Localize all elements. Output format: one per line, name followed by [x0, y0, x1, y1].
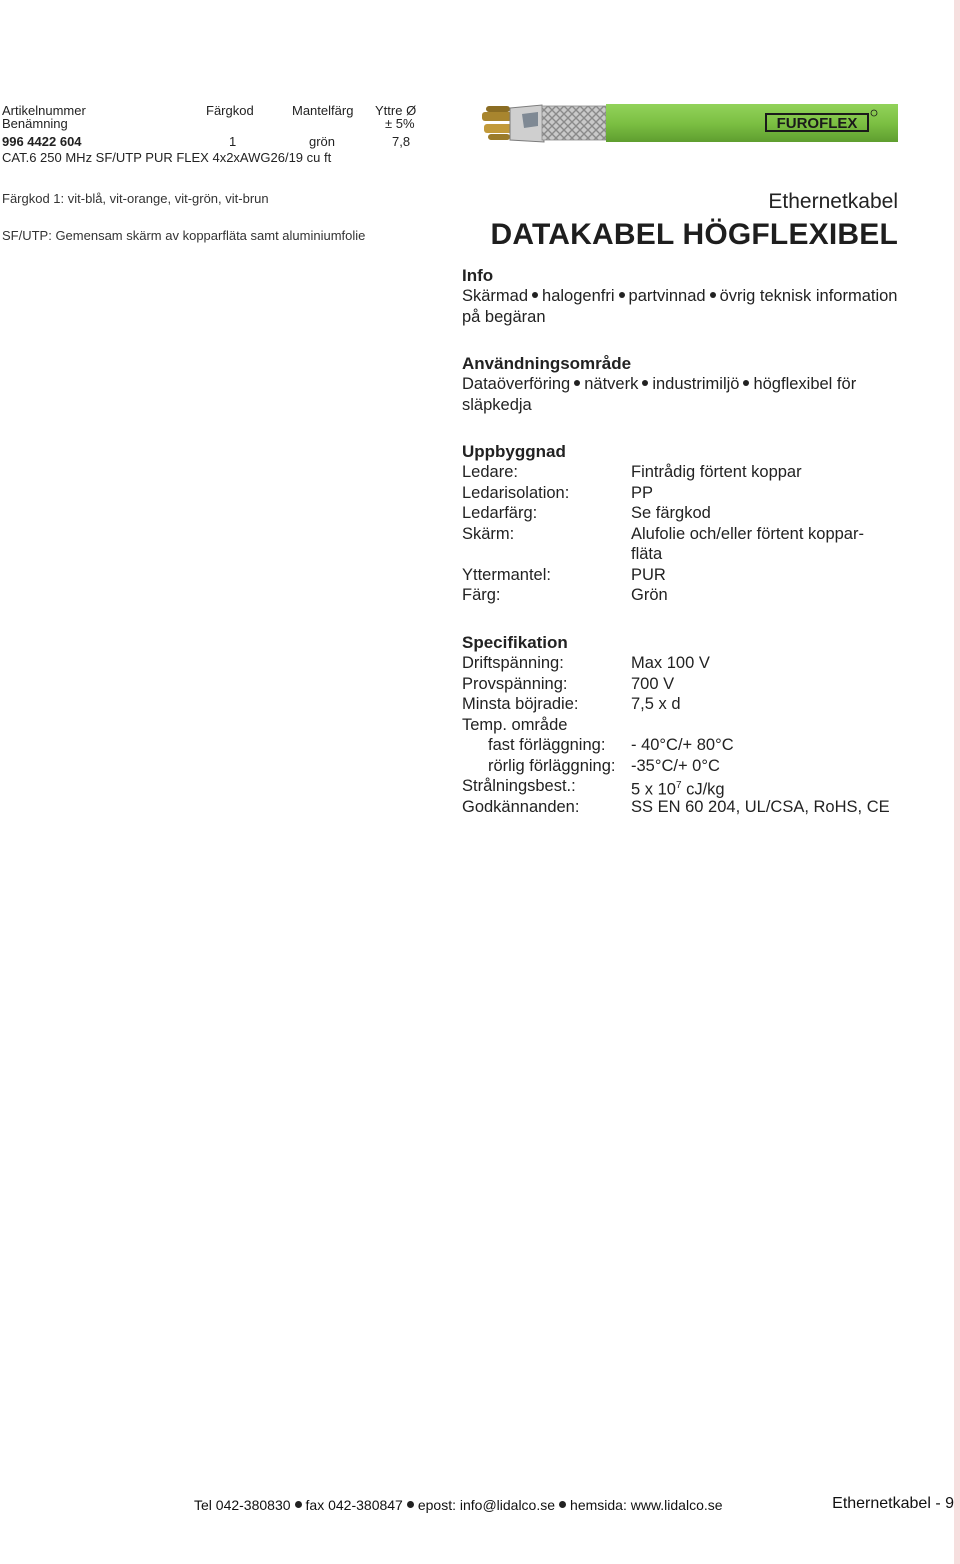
page-edge-strip [954, 0, 960, 1564]
row-label: Godkännanden: [462, 797, 580, 816]
table-subheader-row [2, 116, 442, 132]
construction-section [462, 441, 902, 606]
info-heading: Info [462, 266, 494, 285]
row-label: Ledarfärg: [462, 504, 538, 522]
header-color-code: Färgkod [206, 103, 254, 118]
value-exponent: 7 [675, 780, 682, 791]
construction-heading: Uppbyggnad [462, 442, 566, 461]
page-title: DATAKABEL HÖGFLEXIBEL [490, 218, 898, 251]
shield-note: SF/UTP: Gemensam skärm av kopparfläta samt aluminiumfolie [2, 228, 366, 243]
spec-row [462, 735, 902, 756]
cable-image [480, 102, 900, 146]
construction-row [462, 544, 902, 565]
value-unit: cJ/kg [681, 780, 725, 799]
footer-contact [194, 1497, 723, 1513]
header-jacket: Mantelfärg [292, 103, 354, 118]
row-label: Ledare: [462, 463, 518, 481]
braid-shield [542, 106, 606, 140]
bullet-icon [642, 380, 648, 386]
usage-item: högflexibel för släpkedja [462, 375, 857, 414]
page-number: Ethernetkabel - 9 [832, 1495, 954, 1512]
row-label: Temp. område [462, 715, 568, 734]
spec-row [462, 797, 902, 818]
bullet-icon [407, 1501, 414, 1508]
row-value: - 40°C/+ 80°C [631, 736, 734, 754]
row-value: 700 V [631, 674, 675, 693]
row-value: Se färgkod [631, 504, 711, 522]
bullet-icon [710, 292, 716, 298]
bullet-icon [295, 1501, 302, 1508]
usage-heading: Användningsområde [462, 354, 632, 373]
row-label: Yttermantel: [462, 565, 551, 584]
usage-section [462, 353, 902, 415]
subheader-tolerance: ± 5% [385, 116, 415, 131]
row-label: fast förläggning: [488, 736, 606, 754]
row-label: Driftspänning: [462, 654, 564, 672]
product-table [2, 103, 442, 166]
bullet-icon [532, 292, 538, 298]
row-value: 7,5 x d [631, 695, 681, 713]
row-label: Strålningsbest.: [462, 777, 576, 795]
row-label: Färg: [462, 586, 501, 604]
construction-row [462, 483, 902, 504]
category-label: Ethernetkabel [768, 190, 898, 213]
bullet-icon [559, 1501, 566, 1508]
row-value: -35°C/+ 0°C [631, 756, 720, 775]
row-label: rörlig förläggning: [488, 756, 616, 775]
construction-row [462, 524, 902, 545]
construction-row [462, 462, 902, 483]
product-description-row [2, 150, 442, 166]
color-code-note: Färgkod 1: vit-blå, vit-orange, vit-grön, vit-brun [2, 191, 269, 206]
row-value: PUR [631, 565, 666, 584]
subheader-name: Benämning [2, 116, 68, 131]
spec-row [462, 653, 902, 674]
article-number: 996 4422 604 [2, 134, 82, 149]
usage-item: Dataöverföring [462, 375, 571, 393]
row-label: Minsta böjradie: [462, 695, 579, 713]
row-value: Alufolie och/eller förtent koppar- [631, 524, 864, 543]
row-value-continued: fläta [631, 545, 663, 563]
usage-item: nätverk [584, 375, 639, 393]
row-value: Fintrådig förtent koppar [631, 463, 802, 481]
row-label: Provspänning: [462, 674, 568, 693]
header-article: Artikelnummer [2, 103, 86, 118]
info-item: halogenfri [542, 287, 615, 305]
row-label: Ledarisolation: [462, 483, 570, 502]
usage-text [462, 374, 902, 415]
row-value: SS EN 60 204, UL/CSA, RoHS, CE [631, 797, 890, 816]
info-text [462, 286, 902, 327]
construction-row [462, 503, 902, 524]
info-section [462, 265, 902, 327]
usage-item: industrimiljö [652, 375, 740, 393]
table-row [2, 134, 442, 150]
spec-row [462, 715, 902, 736]
footer-phone: Tel 042-380830 [194, 1497, 291, 1513]
brand-logo-text: FUROFLEX [776, 115, 858, 132]
bullet-icon [619, 292, 625, 298]
row-value: Max 100 V [631, 654, 710, 672]
row-label: Skärm: [462, 524, 515, 543]
value-base: 5 x 10 [631, 780, 676, 799]
specification-heading: Specifikation [462, 633, 568, 652]
bullet-icon [574, 380, 580, 386]
row-value: PP [631, 483, 654, 502]
diameter-value: 7,8 [392, 134, 411, 149]
footer-website[interactable]: hemsida: www.lidalco.se [570, 1497, 723, 1513]
jacket-color-value: grön [309, 134, 336, 149]
conductor-wires [482, 106, 512, 140]
spec-row [462, 776, 902, 797]
bullet-icon [743, 380, 749, 386]
footer-email[interactable]: epost: info@lidalco.se [417, 1497, 556, 1513]
spec-row [462, 674, 902, 695]
info-item: partvinnad [628, 287, 706, 305]
product-description: CAT.6 250 MHz SF/UTP PUR FLEX 4x2xAWG26/19 cu ft [2, 150, 332, 165]
row-value: Grön [631, 586, 668, 604]
spec-row [462, 756, 902, 777]
construction-row [462, 565, 902, 586]
specification-section [462, 632, 902, 817]
spec-row [462, 694, 902, 715]
color-code-value: 1 [229, 134, 237, 149]
info-item: Skärmad [462, 287, 529, 305]
footer-fax: fax 042-380847 [305, 1497, 403, 1513]
info-item: övrig teknisk information på begäran [462, 287, 898, 326]
header-diameter: Yttre Ø [375, 103, 417, 118]
construction-row [462, 585, 902, 606]
